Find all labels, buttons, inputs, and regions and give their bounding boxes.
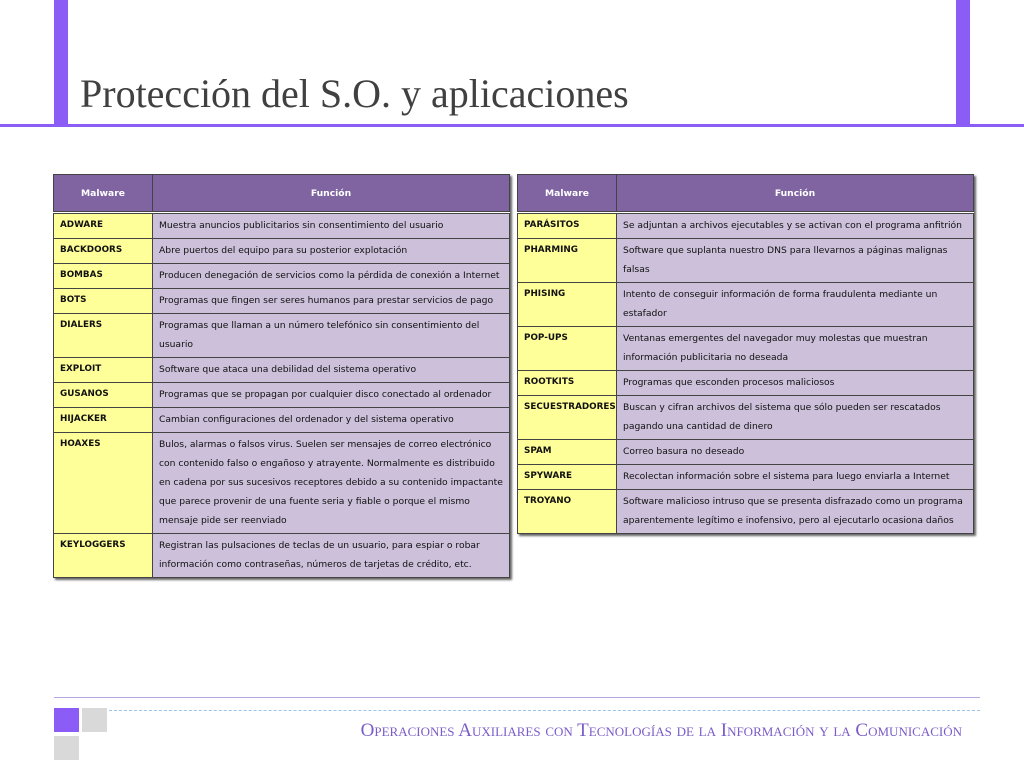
left-accent-bar bbox=[54, 0, 68, 126]
malware-name-cell: SECUESTRADORES bbox=[518, 396, 617, 440]
malware-name-cell: EXPLOIT bbox=[54, 358, 153, 383]
right-accent-bar bbox=[956, 0, 970, 126]
malware-name-cell: KEYLOGGERS bbox=[54, 534, 153, 578]
malware-function-cell: Cambian configuraciones del ordenador y del sistema operativo bbox=[153, 408, 510, 433]
table-header-row bbox=[54, 175, 510, 212]
table-row bbox=[54, 534, 510, 578]
table-row bbox=[54, 433, 510, 534]
malware-name-cell: TROYANO bbox=[518, 490, 617, 534]
malware-function-cell: Se adjuntan a archivos ejecutables y se activan con el programa anfitrión bbox=[617, 214, 974, 239]
table-row bbox=[518, 440, 974, 465]
table-row bbox=[54, 314, 510, 358]
table-row bbox=[54, 239, 510, 264]
table-row bbox=[54, 264, 510, 289]
malware-function-cell: Bulos, alarmas o falsos virus. Suelen ser mensajes de correo electrónico con contenido falso o engañoso y atrayente. Normalmente es distribuido en cadena por sus sucesivos receptores debido a su contenido impactante que parece provenir de una fuente seria y fiable o porque el mismo mensaje pide ser reenviado bbox=[153, 433, 510, 534]
malware-function-cell: Recolectan información sobre el sistema para luego enviarla a Internet bbox=[617, 465, 974, 490]
malware-table-left bbox=[53, 174, 510, 578]
malware-function-cell: Programas que esconden procesos maliciosos bbox=[617, 371, 974, 396]
table-header-row bbox=[518, 175, 974, 212]
malware-function-cell: Programas que se propagan por cualquier disco conectado al ordenador bbox=[153, 383, 510, 408]
malware-name-cell: PHISING bbox=[518, 283, 617, 327]
table-row bbox=[518, 283, 974, 327]
malware-table-right bbox=[517, 174, 974, 534]
malware-function-cell: Correo basura no deseado bbox=[617, 440, 974, 465]
header-malware: Malware bbox=[54, 175, 153, 212]
page-title: Protección del S.O. y aplicaciones bbox=[80, 71, 629, 116]
malware-name-cell: HOAXES bbox=[54, 433, 153, 534]
malware-function-cell: Buscan y cifran archivos del sistema que sólo pueden ser rescatados pagando una cantidad de dinero bbox=[617, 396, 974, 440]
malware-function-cell: Registran las pulsaciones de teclas de un usuario, para espiar o robar información como contraseñas, números de tarjetas de crédito, etc. bbox=[153, 534, 510, 578]
table-row bbox=[518, 371, 974, 396]
footer-dashed-line bbox=[104, 710, 980, 711]
footer-square-gray bbox=[82, 708, 107, 732]
table-row bbox=[518, 396, 974, 440]
malware-function-cell: Abre puertos del equipo para su posterior explotación bbox=[153, 239, 510, 264]
malware-name-cell: ROOTKITS bbox=[518, 371, 617, 396]
malware-function-cell: Software malicioso intruso que se presenta disfrazado como un programa aparentemente legítimo e inofensivo, pero al ejecutarlo ocasiona daños bbox=[617, 490, 974, 534]
table-row bbox=[518, 214, 974, 239]
malware-function-cell: Programas que fingen ser seres humanos para prestar servicios de pago bbox=[153, 289, 510, 314]
footer-square-gray-bottom bbox=[54, 736, 79, 760]
table-row bbox=[518, 239, 974, 283]
malware-name-cell: POP-UPS bbox=[518, 327, 617, 371]
header-malware: Malware bbox=[518, 175, 617, 212]
malware-function-cell: Software que ataca una debilidad del sistema operativo bbox=[153, 358, 510, 383]
table-row bbox=[518, 490, 974, 534]
table-row bbox=[54, 214, 510, 239]
malware-function-cell: Software que suplanta nuestro DNS para llevarnos a páginas malignas falsas bbox=[617, 239, 974, 283]
footer-square-purple bbox=[54, 708, 79, 732]
malware-name-cell: BOTS bbox=[54, 289, 153, 314]
malware-name-cell: ADWARE bbox=[54, 214, 153, 239]
malware-function-cell: Ventanas emergentes del navegador muy molestas que muestran información publicitaria no deseada bbox=[617, 327, 974, 371]
malware-function-cell: Programas que llaman a un número telefónico sin consentimiento del usuario bbox=[153, 314, 510, 358]
malware-name-cell: BOMBAS bbox=[54, 264, 153, 289]
table-row bbox=[54, 383, 510, 408]
malware-function-cell: Intento de conseguir información de forma fraudulenta mediante un estafador bbox=[617, 283, 974, 327]
title-underline bbox=[0, 124, 1024, 127]
malware-name-cell: SPAM bbox=[518, 440, 617, 465]
table-row bbox=[54, 408, 510, 433]
footer-course-title: Operaciones Auxiliares con Tecnologías de la Información y la Comunicación bbox=[360, 720, 962, 741]
table-row bbox=[518, 327, 974, 371]
footer-divider bbox=[54, 697, 980, 698]
malware-name-cell: HIJACKER bbox=[54, 408, 153, 433]
malware-name-cell: BACKDOORS bbox=[54, 239, 153, 264]
table-row bbox=[54, 358, 510, 383]
malware-function-cell: Muestra anuncios publicitarios sin consentimiento del usuario bbox=[153, 214, 510, 239]
header-funcion: Función bbox=[617, 175, 974, 212]
malware-name-cell: PARÁSITOS bbox=[518, 214, 617, 239]
table-row bbox=[518, 465, 974, 490]
malware-name-cell: GUSANOS bbox=[54, 383, 153, 408]
header-funcion: Función bbox=[153, 175, 510, 212]
malware-function-cell: Producen denegación de servicios como la pérdida de conexión a Internet bbox=[153, 264, 510, 289]
malware-name-cell: SPYWARE bbox=[518, 465, 617, 490]
malware-name-cell: DIALERS bbox=[54, 314, 153, 358]
malware-name-cell: PHARMING bbox=[518, 239, 617, 283]
table-row bbox=[54, 289, 510, 314]
